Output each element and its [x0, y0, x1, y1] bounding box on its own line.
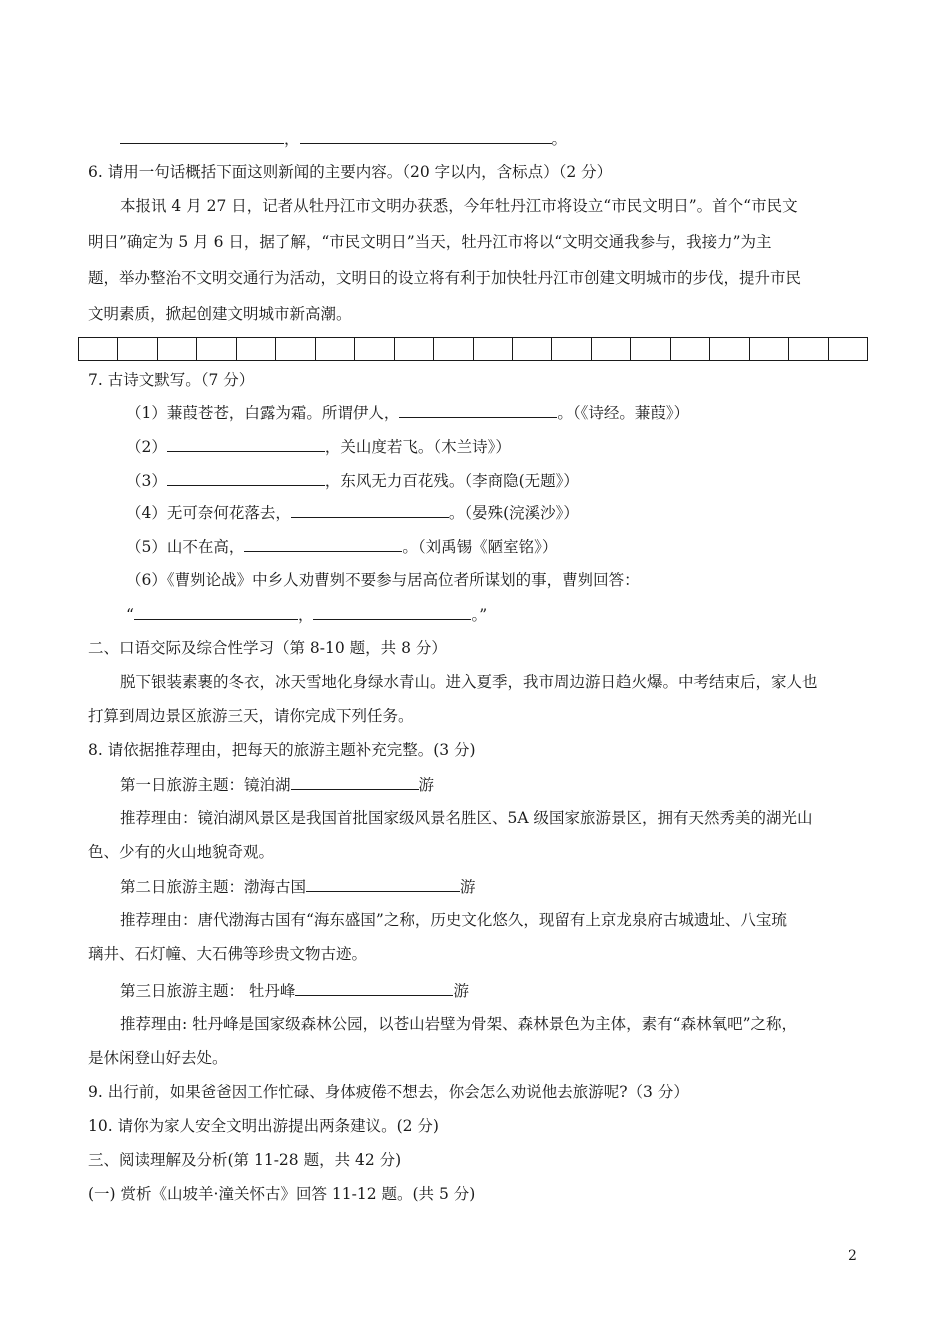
answer-blank[interactable]: [306, 876, 460, 892]
answer-blank[interactable]: [295, 980, 453, 996]
answer-grid-cell[interactable]: [829, 338, 867, 360]
answer-grid-cell[interactable]: [79, 338, 118, 360]
day3-theme: 第三日旅游主题： 牡丹峰 游: [120, 982, 469, 1000]
answer-grid-cell[interactable]: [513, 338, 552, 360]
news-line: 本报讯 4 月 27 日，记者从牡丹江市文明办获悉，今年牡丹江市将设立“市民文明日”。首个“市民文: [120, 197, 798, 215]
day3-reason: 推荐理由: 牡丹峰是国家级森林公园，以苍山岩壁为骨架、森林景色为主体，素有“森林氧吧”之称，: [120, 1015, 798, 1033]
section-2-title: 二、口语交际及综合性学习（第 8-10 题，共 8 分）: [88, 639, 447, 657]
answer-blank[interactable]: [399, 402, 557, 418]
answer-blank[interactable]: [291, 502, 449, 518]
answer-grid-cell[interactable]: [158, 338, 197, 360]
answer-grid-cell[interactable]: [631, 338, 670, 360]
answer-grid-cell[interactable]: [118, 338, 157, 360]
section-2-intro: 打算到周边景区旅游三天，请你完成下列任务。: [88, 707, 414, 725]
page-number: 2: [848, 1248, 857, 1264]
section-3-title: 三、阅读理解及分析(第 11-28 题，共 42 分): [88, 1151, 402, 1169]
answer-blank[interactable]: [300, 128, 552, 144]
day1-reason: 推荐理由：镜泊湖风景区是我国首批国家级风景名胜区、5A 级国家旅游景区，拥有天然秀美的湖光山: [120, 809, 813, 827]
question-9-prompt: 9. 出行前，如果爸爸因工作忙碌、身体疲倦不想去，你会怎么劝说他去旅游呢?（3 分）: [88, 1083, 689, 1101]
day2-theme: 第二日旅游主题：渤海古国 游: [120, 878, 476, 896]
poem-item-6: （6）《曹刿论战》中乡人劝曹刿不要参与居高位者所谋划的事，曹刿回答：: [126, 571, 640, 589]
answer-grid-cell[interactable]: [395, 338, 434, 360]
poem-item-4: （4）无可奈何花落去， 。（晏殊(浣溪沙》）: [126, 504, 579, 522]
section-2-intro: 脱下银装素裹的冬衣，冰天雪地化身绿水青山。进入夏季，我市周边游日趋火爆。中考结束后，家人也: [120, 673, 818, 691]
news-line: 文明素质，掀起创建文明城市新高潮。: [88, 305, 352, 323]
answer-blank[interactable]: [134, 604, 298, 620]
news-line: 明日”确定为 5 月 6 日，据了解，“市民文明日”当天，牡丹江市将以“文明交通我参与，我接力”为主: [88, 233, 772, 251]
question-6-prompt: 6. 请用一句话概括下面这则新闻的主要内容。（20 字以内，含标点）（2 分）: [88, 163, 613, 181]
answer-grid-cell[interactable]: [789, 338, 828, 360]
answer-blank[interactable]: [167, 436, 325, 452]
poem-item-1: （1）蒹葭苍苍，白露为霜。所谓伊人， 。（《诗经。蒹葭》）: [126, 404, 690, 422]
answer-grid[interactable]: [78, 337, 868, 361]
answer-grid-cell[interactable]: [237, 338, 276, 360]
day1-theme: 第一日旅游主题：镜泊湖 游: [120, 776, 435, 794]
answer-blank[interactable]: [291, 774, 419, 790]
answer-blank[interactable]: [244, 536, 402, 552]
poem-item-6-answer: “ ， 。”: [126, 606, 488, 624]
answer-grid-cell[interactable]: [197, 338, 236, 360]
answer-blank[interactable]: [313, 604, 471, 620]
question-7-prompt: 7. 古诗文默写。（7 分）: [88, 371, 255, 389]
poem-item-5: （5）山不在高， 。（刘禹锡《陋室铭》）: [126, 538, 558, 556]
q5-answer-line: ， 。: [120, 128, 567, 149]
answer-grid-cell[interactable]: [474, 338, 513, 360]
day2-reason: 推荐理由：唐代渤海古国有“海东盛国”之称，历史文化悠久，现留有上京龙泉府古城遗址、八宝琉: [120, 911, 787, 929]
news-line: 题，举办整治不文明交通行为活动，文明日的设立将有利于加快牡丹江市创建文明城市的步伐，提升市民: [88, 269, 802, 287]
poem-item-3: （3） ，东风无力百花残。（李商隐(无题》）: [126, 472, 579, 490]
answer-grid-cell[interactable]: [671, 338, 710, 360]
answer-grid-cell[interactable]: [710, 338, 749, 360]
section-3-sub-1: (一) 赏析《山坡羊·潼关怀古》回答 11-12 题。(共 5 分): [88, 1185, 476, 1203]
answer-grid-cell[interactable]: [552, 338, 591, 360]
answer-grid-cell[interactable]: [434, 338, 473, 360]
day2-reason: 璃井、石灯幢、大石佛等珍贵文物古迹。: [88, 945, 368, 963]
answer-blank[interactable]: [120, 128, 284, 144]
poem-item-2: （2） ，关山度若飞。（木兰诗》）: [126, 438, 511, 456]
day3-reason: 是休闲登山好去处。: [88, 1049, 228, 1067]
answer-grid-cell[interactable]: [750, 338, 789, 360]
answer-grid-cell[interactable]: [276, 338, 315, 360]
answer-grid-cell[interactable]: [355, 338, 394, 360]
answer-grid-cell[interactable]: [316, 338, 355, 360]
answer-grid-cell[interactable]: [592, 338, 631, 360]
day1-reason: 色、少有的火山地貌奇观。: [88, 843, 275, 861]
question-8-prompt: 8. 请依据推荐理由，把每天的旅游主题补充完整。(3 分): [88, 741, 476, 759]
answer-blank[interactable]: [167, 470, 325, 486]
question-10-prompt: 10. 请你为家人安全文明出游提出两条建议。(2 分): [88, 1117, 439, 1135]
